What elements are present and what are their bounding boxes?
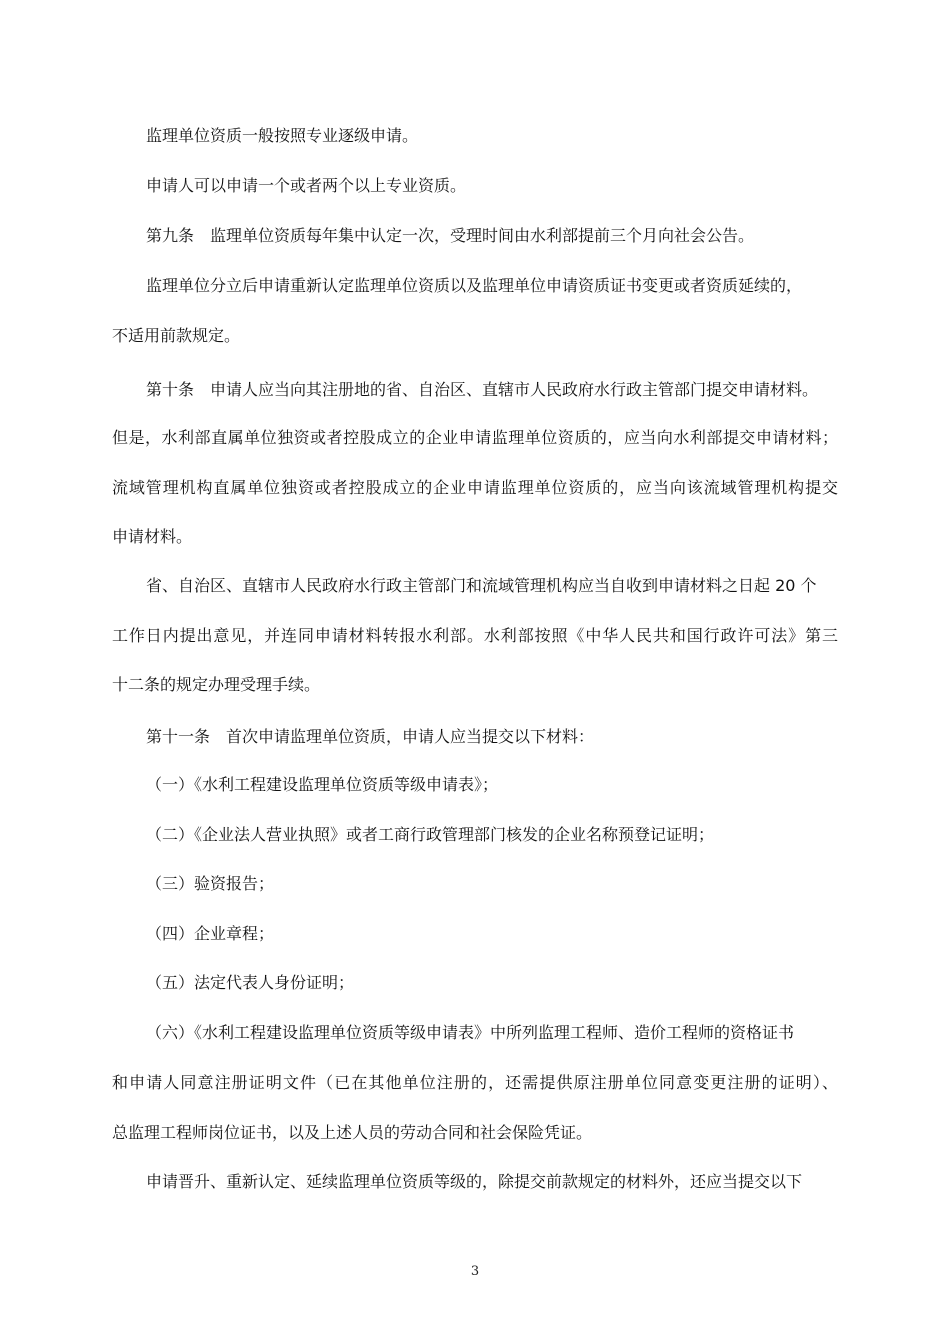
- article-10-line: 第十条 申请人应当向其注册地的省、自治区、直辖市人民政府水行政主管部门提交申请材料。: [146, 380, 819, 399]
- list-item-1: （一）《水利工程建设监理单位资质等级申请表》；: [146, 775, 499, 794]
- list-item-5: （五）法定代表人身份证明；: [146, 973, 355, 992]
- article-9-line: 第九条 监理单位资质每年集中认定一次，受理时间由水利部提前三个月向社会公告。: [146, 226, 755, 245]
- list-item-6: （六）《水利工程建设监理单位资质等级申请表》中所列监理工程师、造价工程师的资格证书: [146, 1023, 795, 1042]
- paragraph-line: 十二条的规定办理受理手续。: [112, 675, 321, 694]
- paragraph-line: 但是，水利部直属单位独资或者控股成立的企业申请监理单位资质的，应当向水利部提交申请材料；: [112, 428, 838, 447]
- paragraph-line: 总监理工程师岗位证书，以及上述人员的劳动合同和社会保险凭证。: [112, 1123, 593, 1142]
- paragraph-line: 监理单位资质一般按照专业逐级申请。: [146, 126, 419, 145]
- list-item-3: （三）验资报告；: [146, 874, 275, 893]
- paragraph-line: 流域管理机构直属单位独资或者控股成立的企业申请监理单位资质的，应当向该流域管理机构提交: [112, 478, 838, 497]
- paragraph-line: 不适用前款规定。: [112, 326, 241, 345]
- paragraph-line: 工作日内提出意见，并连同申请材料转报水利部。水利部按照《中华人民共和国行政许可法》第三: [112, 626, 838, 645]
- list-item-2: （二）《企业法人营业执照》或者工商行政管理部门核发的企业名称预登记证明；: [146, 825, 715, 844]
- article-11-line: 第十一条 首次申请监理单位资质，申请人应当提交以下材料：: [146, 727, 595, 746]
- page-number: 3: [470, 1264, 480, 1279]
- paragraph-line: 申请晋升、重新认定、延续监理单位资质等级的，除提交前款规定的材料外，还应当提交以下: [146, 1172, 803, 1191]
- paragraph-line: 省、自治区、直辖市人民政府水行政主管部门和流域管理机构应当自收到申请材料之日起 20 个: [146, 576, 817, 595]
- paragraph-line: 申请人可以申请一个或者两个以上专业资质。: [146, 176, 467, 195]
- paragraph-line: 和申请人同意注册证明文件（已在其他单位注册的，还需提供原注册单位同意变更注册的证明）、: [112, 1073, 838, 1092]
- paragraph-line: 监理单位分立后申请重新认定监理单位资质以及监理单位申请资质证书变更或者资质延续的，: [146, 276, 803, 295]
- list-item-4: （四）企业章程；: [146, 924, 275, 943]
- paragraph-line: 申请材料。: [112, 527, 193, 546]
